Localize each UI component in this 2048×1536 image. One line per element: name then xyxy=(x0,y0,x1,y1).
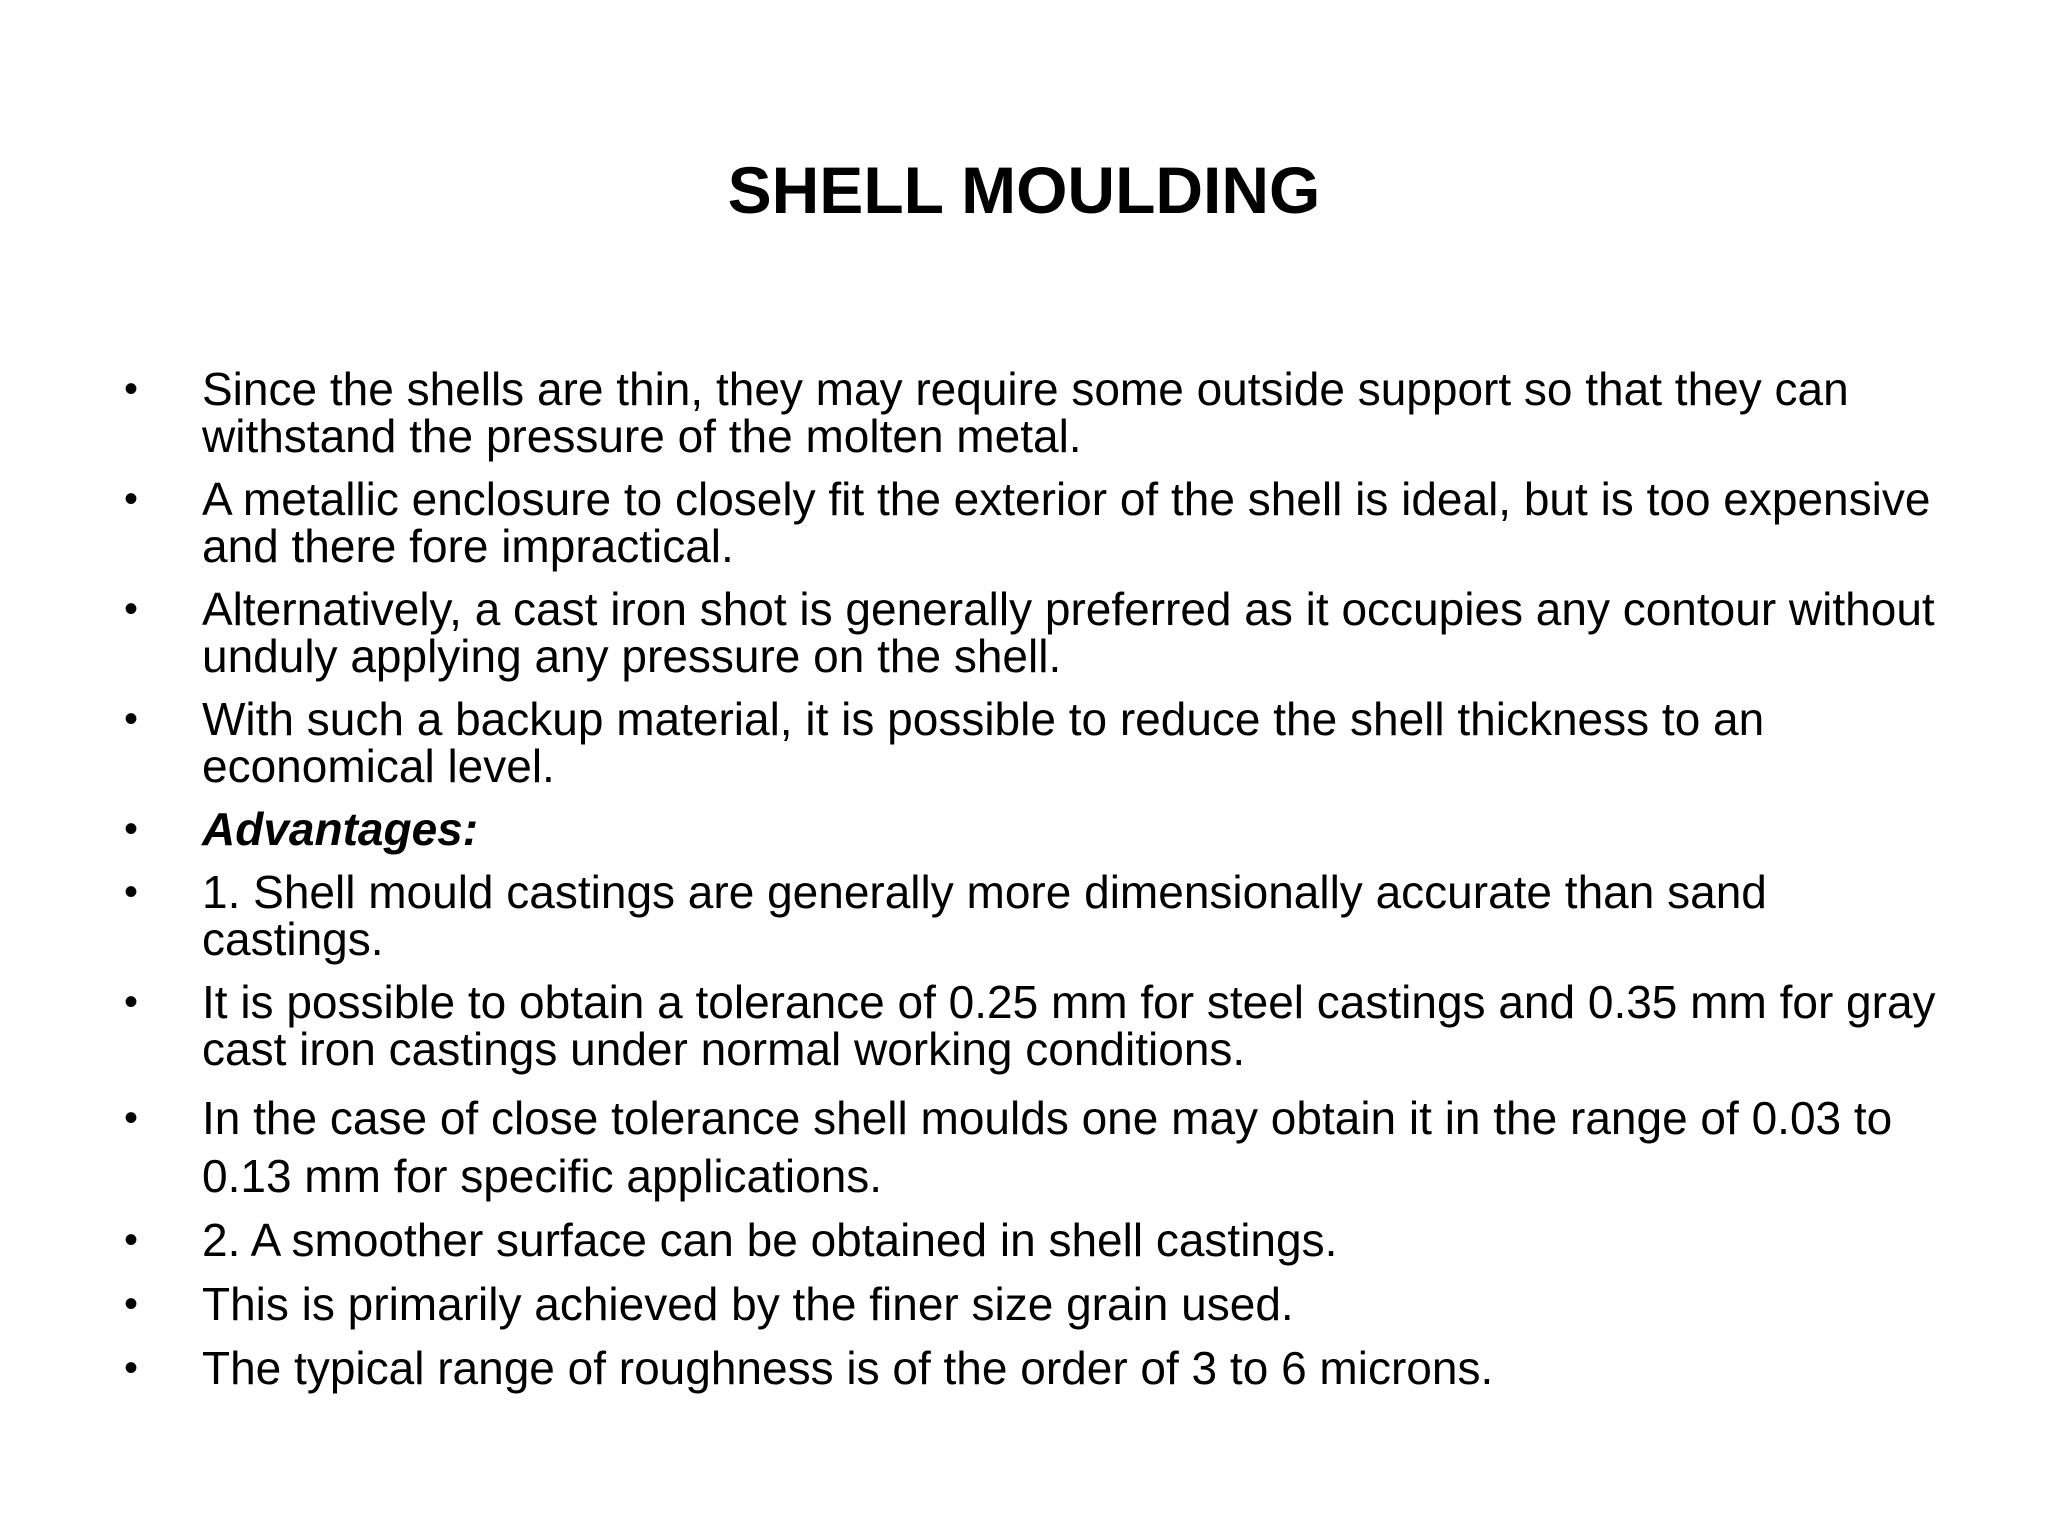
bullet-item xyxy=(120,1089,1950,1205)
bullet-item xyxy=(120,866,1950,965)
bullet-text: 1. Shell mould castings are generally more dimensionally accurate than sand castings. xyxy=(202,866,1767,965)
bullet-marker: • xyxy=(124,1346,139,1390)
bullet-text: The typical range of roughness is of the order of 3 to 6 microns. xyxy=(202,1342,1494,1394)
bullet-marker: • xyxy=(124,807,139,851)
bullet-text: This is primarily achieved by the finer size grain used. xyxy=(202,1278,1294,1330)
advantages-heading: Advantages: xyxy=(202,803,479,855)
bullet-item xyxy=(120,1339,1950,1397)
bullet-marker: • xyxy=(124,1282,139,1326)
bullet-item xyxy=(120,473,1950,572)
bullet-marker: • xyxy=(124,477,139,521)
bullet-text: It is possible to obtain a tolerance of 0.25 mm for steel castings and 0.35 mm for gray cast iron castings under normal working conditions. xyxy=(202,976,1936,1075)
bullet-marker: • xyxy=(124,870,139,914)
bullet-item xyxy=(120,1211,1950,1269)
bullet-item xyxy=(120,976,1950,1075)
bullet-text: With such a backup material, it is possible to reduce the shell thickness to an economical level. xyxy=(202,693,1765,792)
bullet-text: In the case of close tolerance shell moulds one may obtain it in the range of 0.03 to 0.13 mm for specific applications. xyxy=(202,1092,1893,1202)
bullet-item xyxy=(120,363,1950,462)
bullet-text: Since the shells are thin, they may require some outside support so that they can withstand the pressure of the molten metal. xyxy=(202,363,1849,462)
bullet-item xyxy=(120,693,1950,792)
bullet-marker: • xyxy=(124,587,139,631)
bullet-item xyxy=(120,583,1950,682)
bullet-text: Alternatively, a cast iron shot is generally preferred as it occupies any contour without unduly applying any pressure on the shell. xyxy=(202,583,1935,682)
bullet-text: A metallic enclosure to closely fit the exterior of the shell is ideal, but is too expensive and there fore impractical. xyxy=(202,473,1931,572)
bullet-text: 2. A smoother surface can be obtained in shell castings. xyxy=(202,1214,1338,1266)
bullet-item-advantages xyxy=(120,803,1950,855)
bullet-marker: • xyxy=(124,367,139,411)
bullet-marker: • xyxy=(124,697,139,741)
bullet-list xyxy=(120,363,1950,1403)
bullet-item xyxy=(120,1275,1950,1333)
bullet-marker: • xyxy=(124,1096,139,1140)
slide-title: SHELL MOULDING xyxy=(727,153,1321,227)
bullet-marker: • xyxy=(124,980,139,1024)
bullet-marker: • xyxy=(124,1218,139,1262)
